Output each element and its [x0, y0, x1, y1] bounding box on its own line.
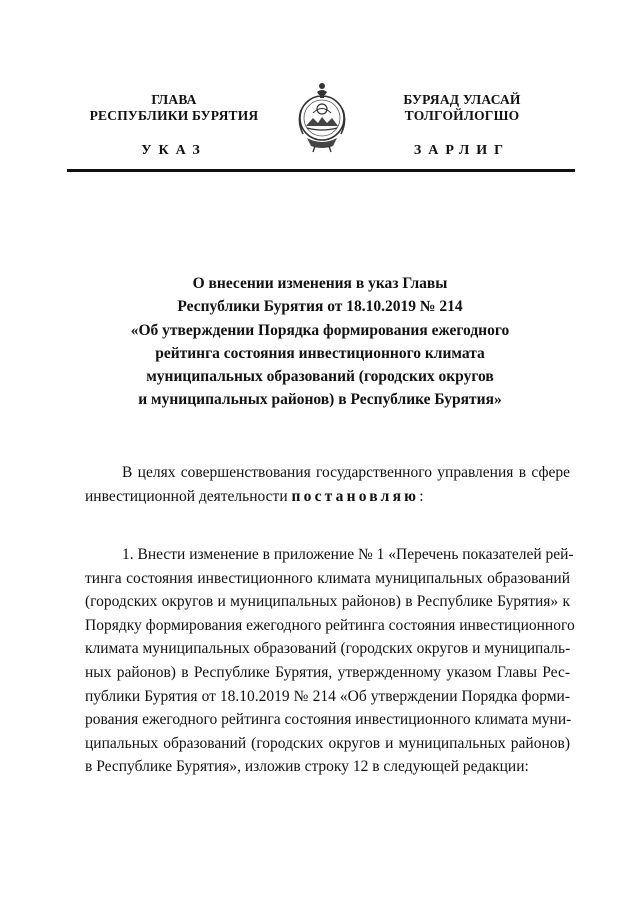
preamble-paragraph — [85, 461, 570, 508]
title-line: и муниципальных районов) в Республике Бурятия» — [138, 391, 502, 409]
title-line: «Об утверждении Порядка формирования ежегодного — [130, 321, 510, 339]
header-divider — [67, 169, 575, 172]
coat-of-arms-icon — [293, 80, 351, 154]
document-kind-buryat: ЗАРЛИГ — [413, 143, 511, 158]
title-line: рейтинга состояния инвестиционного климата — [155, 344, 485, 362]
title-line: О внесении изменения в указ Главы — [192, 275, 448, 292]
clause-line: климата муниципальных образований (городских округов и муниципаль- — [85, 640, 571, 658]
header-left-line-2: РЕСПУБЛИКИ БУРЯТИЯ — [89, 108, 259, 123]
title-line: Республики Бурятия от 18.10.2019 № 214 — [177, 298, 463, 316]
clause-1-paragraph — [85, 543, 575, 779]
header-right-line-2: ТОЛГОЙЛОГШО — [404, 108, 520, 123]
decree-verb: постановляю — [291, 487, 420, 505]
preamble-text: инвестиционной деятельности — [85, 487, 292, 505]
clause-line: тинга состояния инвестиционного климата муниципальных образований — [85, 569, 570, 587]
preamble-colon: : — [419, 487, 424, 505]
clause-line: (городских округов и муниципальных районов) в Республике Бурятия» к — [85, 593, 570, 611]
header-right-line-1: БУРЯАД УЛАСАЙ — [403, 92, 521, 107]
header-left-line-1: ГЛАВА — [151, 92, 197, 107]
header-left-block — [78, 92, 270, 124]
clause-line: в Республике Бурятия», изложив строку 12 в следующей редакции: — [85, 758, 529, 776]
document-kind-russian: УКАЗ — [141, 143, 207, 158]
clause-line: 1. Внести изменение в приложение № 1 «Перечень показателей рей- — [122, 546, 574, 563]
preamble-line-1: В целях совершенствования государственного управления в сфере — [122, 464, 570, 481]
document-title — [90, 272, 550, 412]
clause-line: рования ежегодного рейтинга состояния инвестиционного климата муни- — [85, 711, 572, 729]
clause-line: публики Бурятия от 18.10.2019 № 214 «Об утверждении Порядка форми- — [85, 687, 570, 705]
clause-line: Порядку формирования ежегодного рейтинга состояния инвестиционного — [85, 616, 575, 634]
header-right-block — [366, 92, 558, 124]
title-line: муниципальных образований (городских округов — [146, 368, 494, 386]
clause-line: ных районов) в Республике Бурятия, утвержденному указом Главы Рес- — [85, 663, 570, 681]
clause-line: ципальных образований (городских округов и муниципальных районов) — [85, 734, 570, 752]
preamble-line-2 — [85, 485, 570, 509]
